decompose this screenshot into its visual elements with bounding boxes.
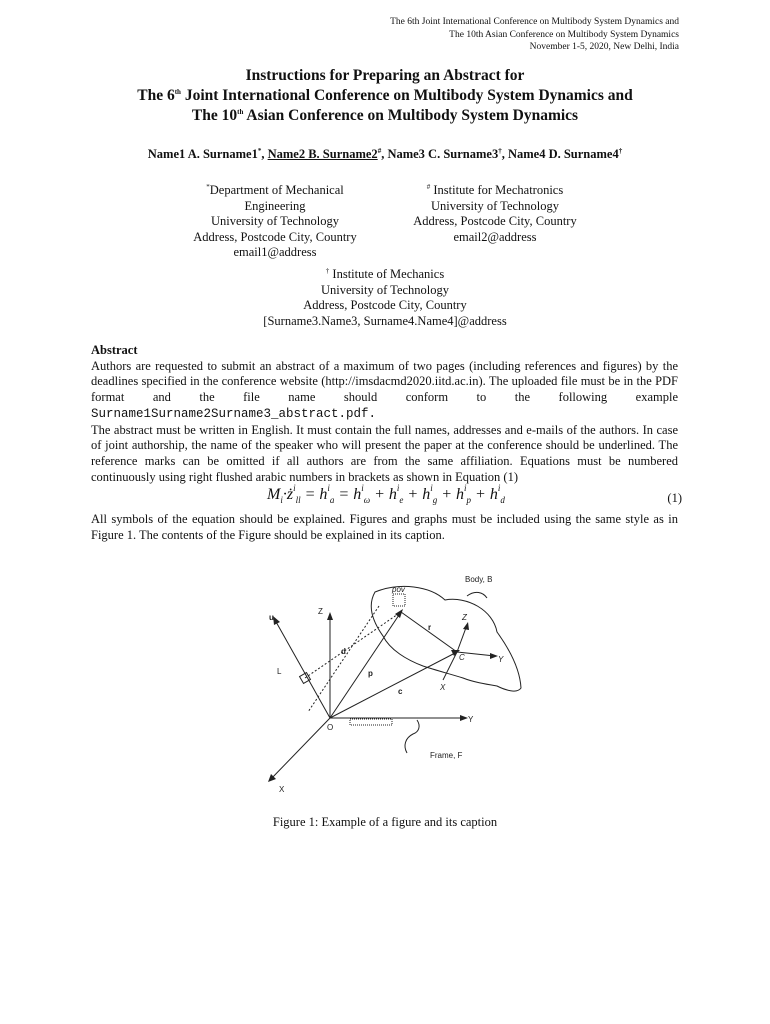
header-line-2: The 10th Asian Conference on Multibody System Dynamics (449, 29, 679, 40)
author-4: Name4 D. Surname4 (507, 147, 619, 161)
svg-text:Y: Y (498, 655, 504, 664)
multibody-diagram (235, 570, 535, 800)
affiliation-2: # Institute for Mechatronics University of Technology Address, Postcode City, Country email2@address (395, 183, 595, 245)
svg-text:Y: Y (468, 715, 474, 724)
running-header (390, 16, 679, 54)
figure-caption: Figure 1: Example of a figure and its caption (272, 815, 498, 829)
affiliation-2-email: email2@address (453, 229, 537, 244)
equation-number: (1) (667, 491, 682, 506)
diagram-labels (269, 575, 504, 794)
title-line-3: The 10th Asian Conference on Multibody System Dynamics (191, 107, 579, 124)
figure-1 (235, 570, 535, 800)
author-2-speaker: Name2 B. Surname2 (267, 147, 378, 161)
page-title (60, 66, 710, 126)
author-3: Name3 C. Surname3 (387, 147, 499, 161)
svg-text:O: O (327, 723, 334, 732)
svg-text:pov: pov (392, 585, 405, 594)
affiliation-1-email: email1@address (233, 245, 317, 259)
svg-text:c: c (398, 687, 403, 696)
svg-text:Z: Z (462, 613, 467, 622)
svg-text:Frame, F: Frame, F (430, 751, 463, 760)
svg-text:Z: Z (318, 607, 323, 616)
svg-text:Body, B: Body, B (465, 575, 493, 584)
body-outline (371, 586, 521, 691)
title-line-2: The 6th Joint International Conference on Multibody System Dynamics and (137, 87, 633, 104)
author-1: Name1 A. Surname1 (147, 147, 258, 161)
abstract-heading: Abstract (91, 343, 138, 357)
header-line-3: November 1-5, 2020, New Delhi, India (529, 42, 679, 52)
svg-text:u: u (269, 613, 274, 622)
abstract-paragraph-2: The abstract must be written in English. It must contain the full names, addresses and e-mails of the authors. In case of joint authorship, the name of the speaker who will present the paper at the conference should be underlined. The reference marks can be omitted if all authors are from the same affiliation. Equations must be numbered continuously using right flushed arabic numbers in brackets as shown in Equation (1) (91, 422, 678, 484)
affiliation-3: † Institute of Mechanics University of Technology Address, Postcode City, Country [Surname3.Name3, Surname4.Name4]@address (185, 267, 585, 329)
svg-text:p: p (368, 669, 373, 678)
abstract-paragraph-3: All symbols of the equation should be explained. Figures and graphs must be included using the same style as in Figure 1. The contents of the Figure should be explained in its caption. (91, 512, 678, 543)
svg-text:X: X (440, 683, 446, 692)
svg-text:C: C (459, 653, 465, 662)
svg-text:X: X (279, 785, 285, 794)
svg-text:L: L (277, 667, 282, 676)
equation-1 (91, 483, 682, 511)
equation-formula: $M_i\cdot ż^i_{ll} = h^i_a = h^i_\omega + h^i_e + h^i_g + h^i_p + h^i_d$ (267, 483, 505, 506)
abstract-section (91, 343, 682, 544)
svg-text:d: d (341, 647, 346, 656)
author-list: Name1 A. Surname1*, Name2 B. Surname2#, Name3 C. Surname3†, Name4 D. Surname4† (147, 146, 623, 161)
svg-text:r: r (428, 623, 432, 632)
title-line-1: Instructions for Preparing an Abstract for (245, 67, 525, 84)
header-line-1: The 6th Joint International Conference on Multibody System Dynamics and (390, 17, 679, 27)
affiliation-3-email: [Surname3.Name3, Surname4.Name4]@address (263, 313, 507, 328)
affiliation-1: *Department of Mechanical Engineering University of Technology Address, Postcode City, Country email1@address (180, 183, 370, 261)
abstract-paragraph-1: Authors are requested to submit an abstract of a maximum of two pages (including references and figures) by the deadlines specified in the conference website (http://imsdacmd2020.iitd.ac.in). The uploaded file must be in the PDF format and the file name should conform to the following example Surname1Surname2Surname3_abstract.pdf. (91, 358, 678, 421)
example-filename: Surname1Surname2Surname3_abstract.pdf. (91, 406, 377, 421)
